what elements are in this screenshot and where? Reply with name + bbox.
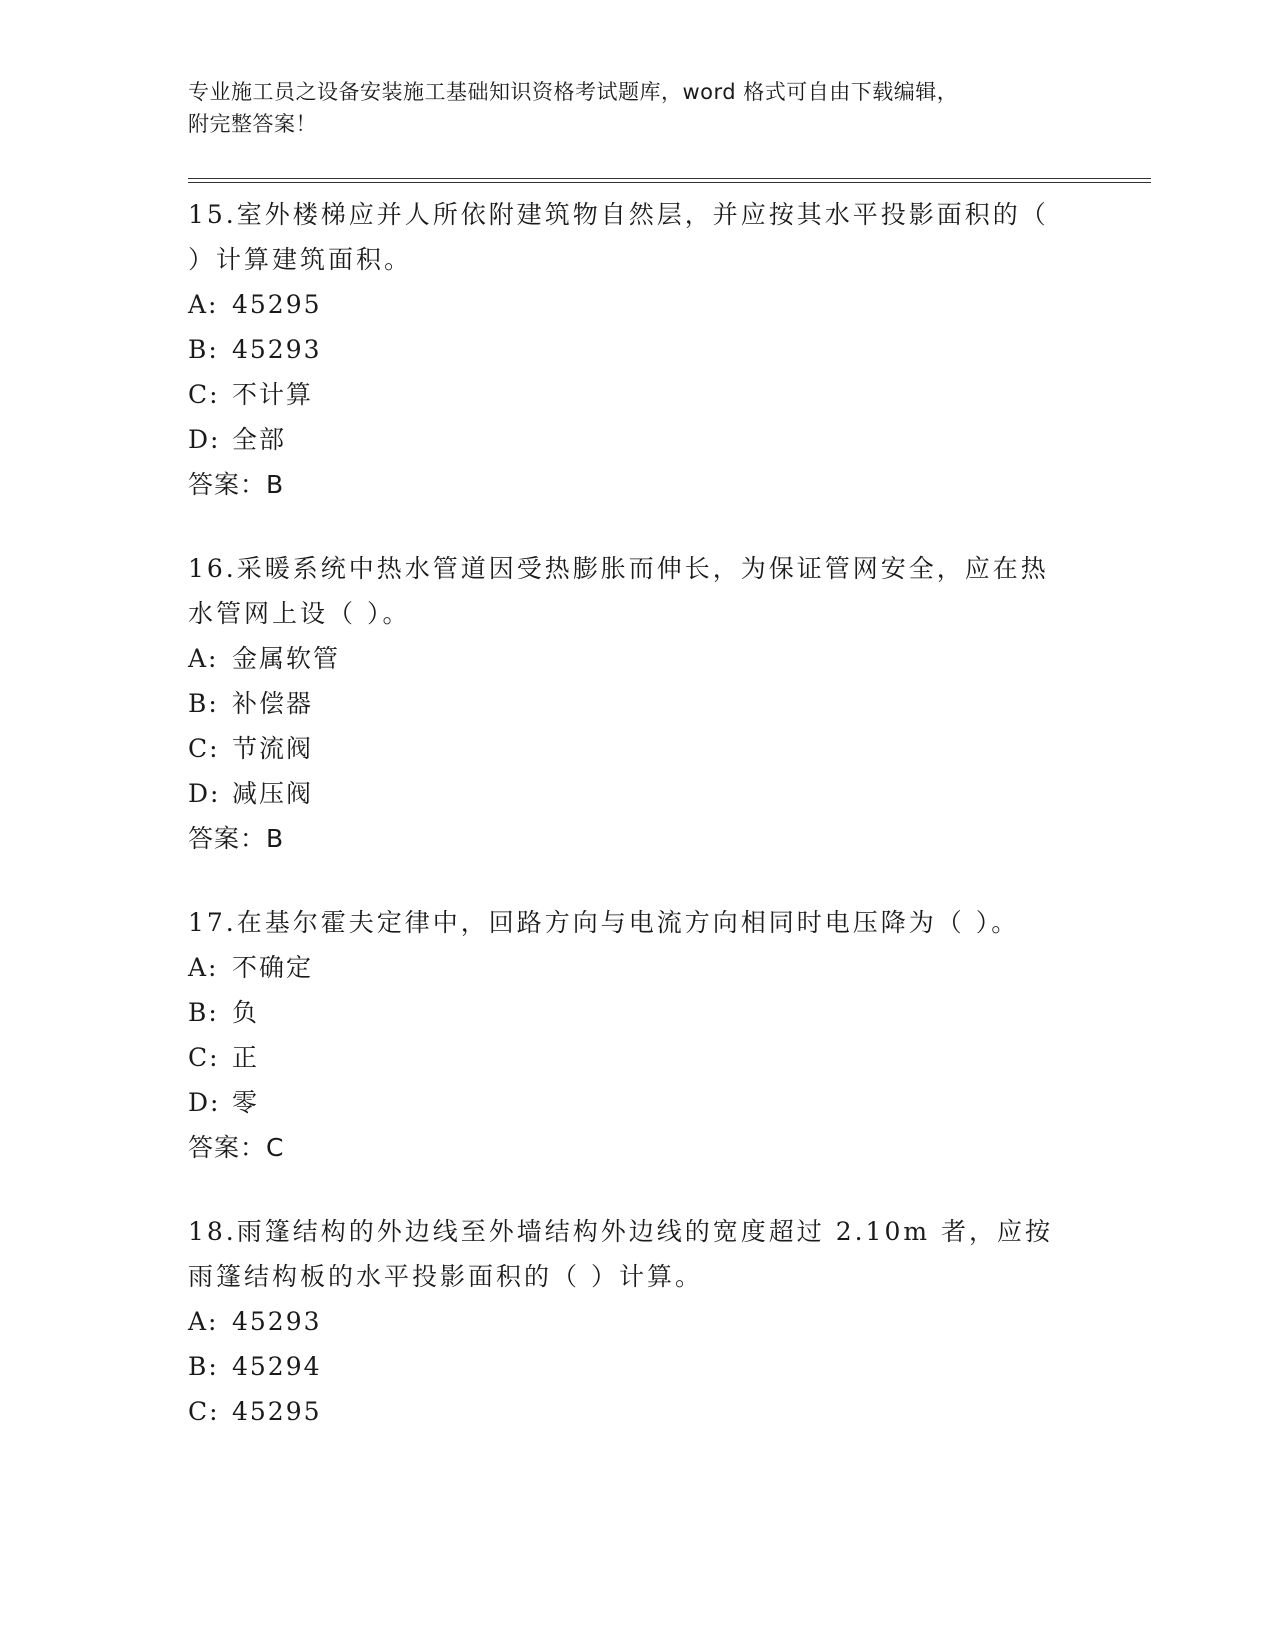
question-item: [188, 900, 1068, 1170]
option-letter: B:: [188, 335, 219, 364]
option-text: 减压阀: [232, 779, 314, 808]
option-text: 45295: [232, 1397, 322, 1426]
option-letter: B:: [188, 689, 219, 718]
option-a: [188, 282, 1068, 327]
option-text: 全部: [232, 425, 287, 454]
option-letter: A:: [188, 290, 219, 319]
option-b: [188, 681, 1068, 726]
option-b: [188, 1344, 1068, 1389]
question-item: [188, 1209, 1068, 1434]
question-text: 16.采暖系统中热水管道因受热膨胀而伸长，为保证管网安全，应在热水管网上设（ ）。: [188, 554, 1049, 628]
option-letter: D:: [188, 779, 221, 808]
option-text: 正: [232, 1043, 260, 1072]
option-text: 45293: [232, 1307, 322, 1336]
option-b: [188, 990, 1068, 1035]
option-d: [188, 771, 1068, 816]
option-letter: B:: [188, 998, 219, 1027]
header-title-line-2: 附完整答案！: [188, 112, 317, 136]
option-letter: D:: [188, 425, 221, 454]
option-text: 不计算: [232, 380, 314, 409]
option-letter: A:: [188, 1307, 219, 1336]
option-text: 45294: [232, 1352, 322, 1381]
option-text: 45293: [232, 335, 322, 364]
answer-line: 答案：C: [188, 1133, 285, 1162]
option-letter: A:: [188, 644, 219, 673]
option-letter: C:: [188, 1397, 220, 1426]
option-a: [188, 945, 1068, 990]
option-text: 补偿器: [232, 689, 314, 718]
question-list: [188, 192, 1068, 1473]
answer-line: 答案：B: [188, 824, 285, 853]
option-c: [188, 726, 1068, 771]
option-c: [188, 372, 1068, 417]
option-letter: B:: [188, 1352, 219, 1381]
header-divider: [188, 178, 1151, 183]
option-letter: C:: [188, 1043, 220, 1072]
option-letter: D:: [188, 1088, 221, 1117]
option-a: [188, 1299, 1068, 1344]
option-text: 不确定: [232, 953, 314, 982]
question-text: 18.雨篷结构的外边线至外墙结构外边线的宽度超过 2.10m 者，应按雨篷结构板的水平投影面积的（ ）计算。: [188, 1217, 1054, 1291]
option-letter: C:: [188, 734, 220, 763]
option-text: 节流阀: [232, 734, 314, 763]
question-item: [188, 546, 1068, 861]
option-a: [188, 636, 1068, 681]
option-c: [188, 1389, 1068, 1434]
question-text: 15.室外楼梯应并人所依附建筑物自然层，并应按其水平投影面积的（ ）计算建筑面积。: [188, 200, 1049, 274]
answer-line: 答案：B: [188, 470, 285, 499]
option-letter: A:: [188, 953, 219, 982]
option-letter: C:: [188, 380, 220, 409]
question-text: 17.在基尔霍夫定律中，回路方向与电流方向相同时电压降为（ ）。: [188, 908, 1020, 937]
option-c: [188, 1035, 1068, 1080]
option-d: [188, 1080, 1068, 1125]
option-text: 零: [232, 1088, 260, 1117]
option-b: [188, 327, 1068, 372]
option-text: 负: [232, 998, 260, 1027]
header-title-line-1: 专业施工员之设备安装施工基础知识资格考试题库，word 格式可自由下载编辑，: [188, 80, 959, 104]
option-d: [188, 417, 1068, 462]
question-item: [188, 192, 1068, 507]
option-text: 金属软管: [232, 644, 341, 673]
document-header: [188, 76, 1068, 140]
option-text: 45295: [232, 290, 322, 319]
